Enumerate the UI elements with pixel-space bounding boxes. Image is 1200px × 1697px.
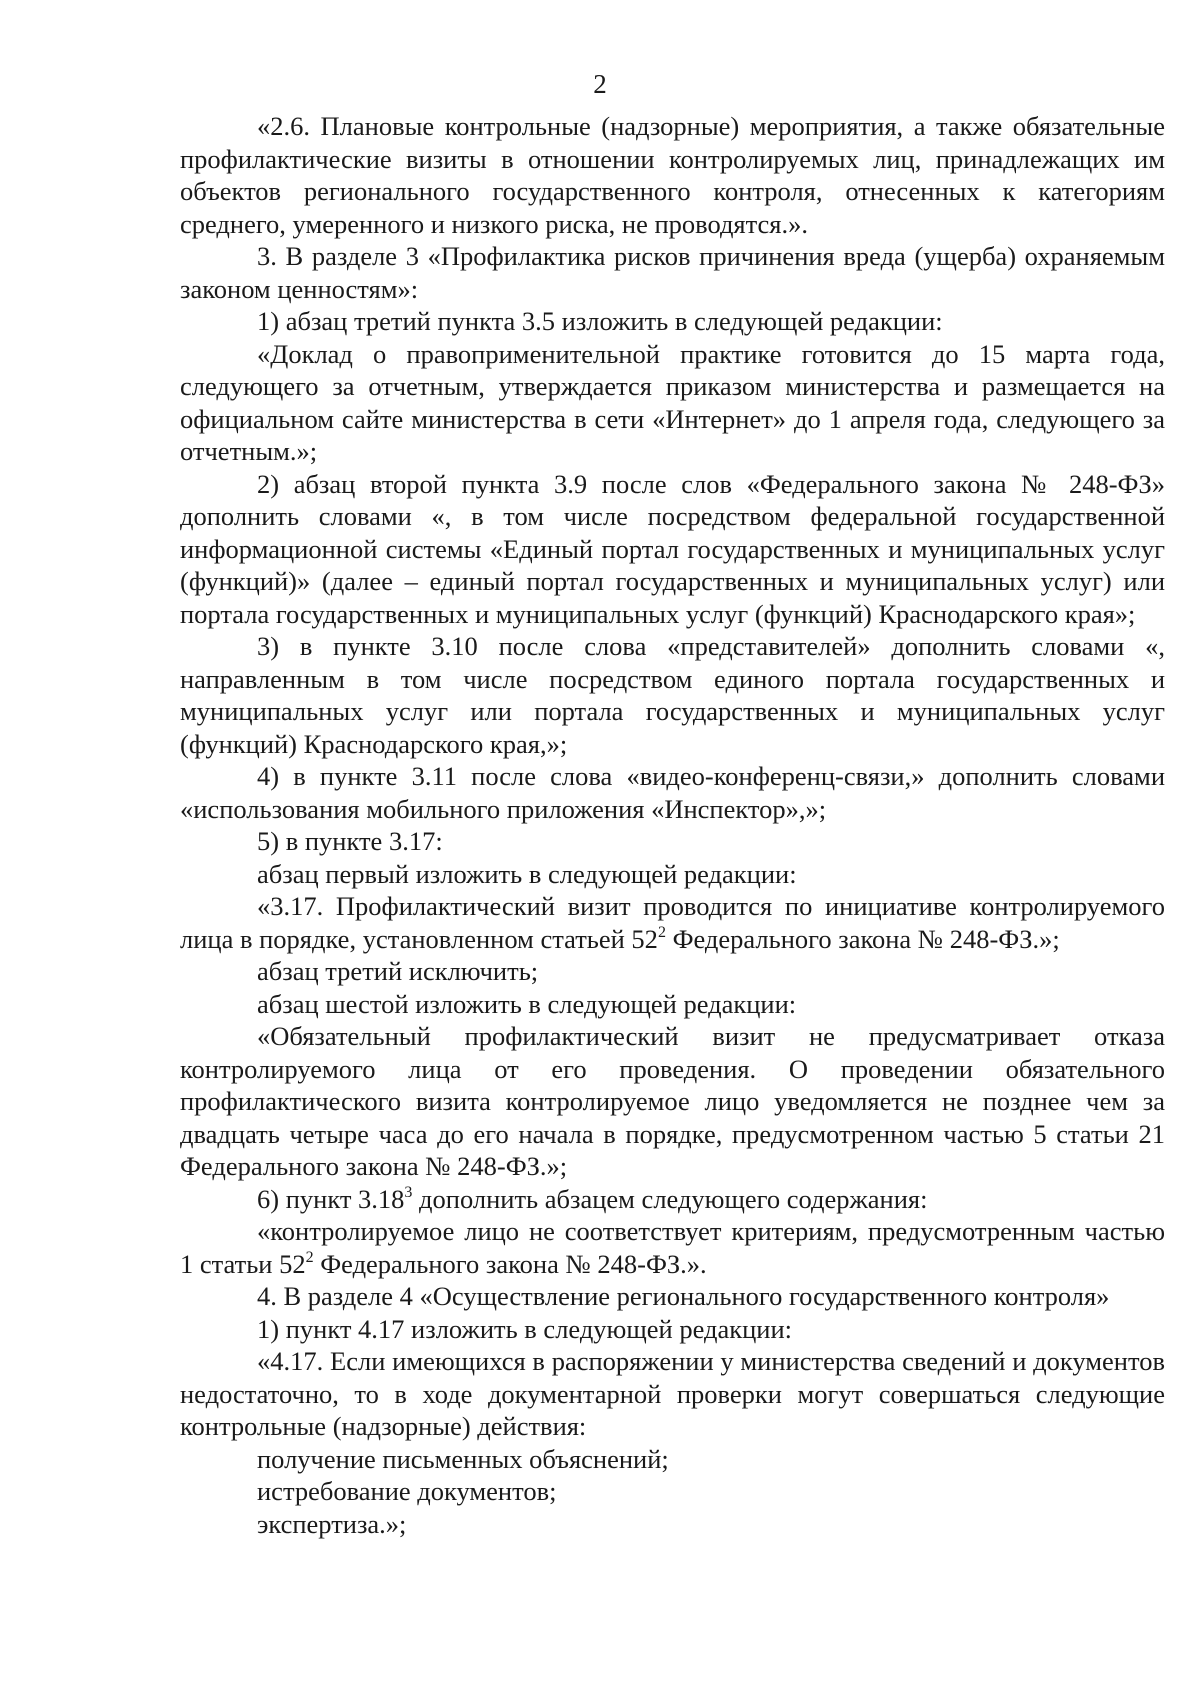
list-item-expertise: экспертиза.»;	[257, 1508, 407, 1539]
paragraph-abzac-first: абзац первый изложить в следующей редакции:	[257, 858, 797, 889]
paragraph-abzac-sixth: абзац шестой изложить в следующей редакции:	[257, 988, 797, 1019]
paragraph-section-4: 4. В разделе 4 «Осуществление регионального государственного контроля»	[257, 1281, 1110, 1311]
paragraph-section-3: 3. В разделе 3 «Профилактика рисков причинения вреда (ущерба) охраняемым законом ценностям»:	[180, 241, 1165, 304]
paragraph-item-3: 3) в пункте 3.10 после слова «представителей» дополнить словами «, направленным в том числе посредством единого портала государственных и муниципальных услуг или портала государственных и муниципальных услуг (функций) Краснодарского края,»;	[180, 631, 1165, 759]
paragraph-item-1: 1) абзац третий пункта 3.5 изложить в следующей редакции:	[257, 306, 943, 336]
paragraph-abzac-third: абзац третий исключить;	[257, 956, 539, 986]
paragraph-criteria-text: «контролируемое лицо не соответствует критериям, предусмотренным частью 1 статьи 52	[180, 1216, 1165, 1279]
page-number: 2	[593, 69, 607, 99]
paragraph-criteria-tail: Федерального закона № 248-ФЗ.».	[313, 1248, 707, 1279]
list-item-documents: истребование документов;	[257, 1476, 557, 1506]
paragraph-item-2: 2) абзац второй пункта 3.9 после слов «Федерального закона № 248-ФЗ» дополнить словами «, в том числе посредством федеральной государственной информационной системы «Единый портал государственных и муниципальных услуг (функций)» (далее – единый портал государственных и муниципальных услуг) или портала государственных и муниципальных услуг (функций) Краснодарского края»;	[180, 468, 1165, 629]
superscript: 2	[305, 1248, 314, 1266]
paragraph-4-17: «4.17. Если имеющихся в распоряжении у министерства сведений и документов недостаточно, то в ходе документарной проверки могут совершаться следующие контрольные (надзорные) действия:	[180, 1346, 1165, 1441]
paragraph-3-17-text: «3.17. Профилактический визит проводится по инициативе контролируемого лица в порядке, установленном статьей 52	[180, 891, 1165, 954]
paragraph-2-6: «2.6. Плановые контрольные (надзорные) мероприятия, а также обязательные профилактические визиты в отношении контролируемых лиц, принадлежащих им объектов регионального государственного контроля, отнесенных к категориям среднего, умеренного и низкого риска, не проводятся.».	[180, 111, 1165, 239]
paragraph-item-6-text: 6) пункт 3.18	[257, 1183, 405, 1214]
paragraph-item-6-tail: дополнить абзацем следующего содержания:	[412, 1183, 928, 1214]
paragraph-mandatory-visit: «Обязательный профилактический визит не предусматривает отказа контролируемого лица от его проведения. О проведении обязательного профилактического визита контролируемое лицо уведомляется не позднее чем за двадцать четыре часа до его начала в порядке, предусмотренном частью 5 статьи 21 Федерального закона № 248-ФЗ.»;	[180, 1021, 1165, 1181]
superscript: 3	[404, 1183, 413, 1201]
paragraph-3-17	[180, 890, 1165, 955]
paragraph-item-4: 4) в пункте 3.11 после слова «видео-конференц-связи,» дополнить словами «использования мобильного приложения «Инспектор»,»;	[180, 761, 1165, 824]
paragraph-item-4-17: 1) пункт 4.17 изложить в следующей редакции:	[257, 1313, 793, 1344]
paragraph-item-6	[180, 1183, 1165, 1216]
document-body	[180, 110, 1165, 1540]
paragraph-criteria	[180, 1215, 1165, 1280]
paragraph-report: «Доклад о правоприменительной практике готовится до 15 марта года, следующего за отчетным, утверждается приказом министерства и размещается на официальном сайте министерства в сети «Интернет» до 1 апреля года, следующего за отчетным.»;	[180, 338, 1165, 466]
list-item-explanations: получение письменных объяснений;	[257, 1443, 669, 1474]
superscript: 2	[657, 923, 666, 941]
paragraph-item-5: 5) в пункте 3.17:	[257, 826, 443, 856]
paragraph-3-17-tail: Федерального закона № 248-ФЗ.»;	[665, 923, 1060, 954]
